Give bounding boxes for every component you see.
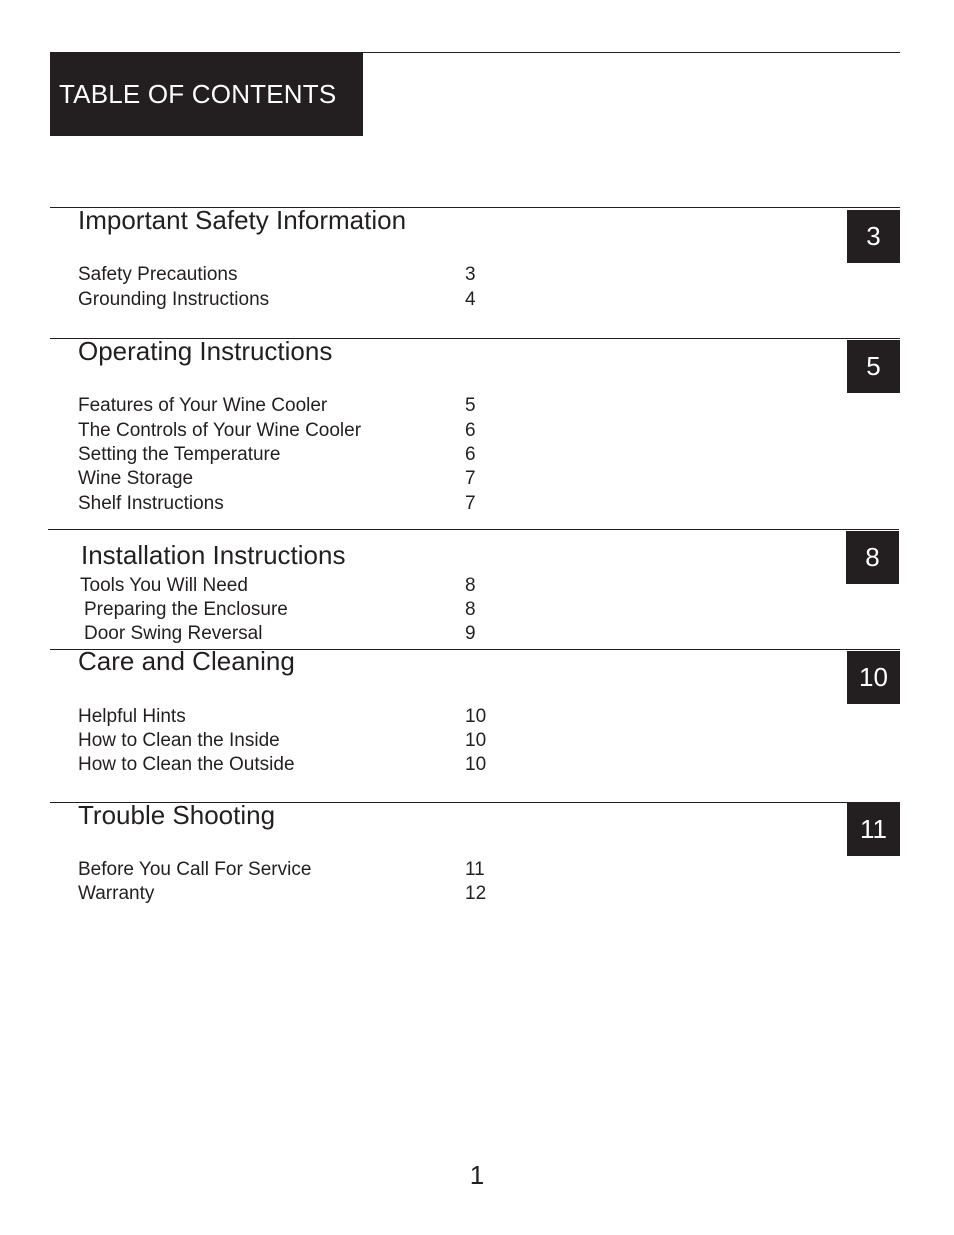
section-heading: Important Safety Information — [78, 205, 407, 235]
toc-entry-page: 6 — [465, 420, 476, 441]
toc-entry-page: 10 — [465, 706, 487, 727]
section-heading: Installation Instructions — [81, 540, 346, 570]
toc-entry[interactable]: Safety Precautions — [78, 264, 238, 285]
toc-entry-page: 8 — [465, 599, 476, 620]
section-tab[interactable]: 11 — [847, 803, 900, 856]
toc-entry[interactable]: How to Clean the Outside — [78, 754, 295, 775]
toc-entry[interactable]: Door Swing Reversal — [84, 623, 263, 644]
toc-entry[interactable]: Shelf Instructions — [78, 493, 224, 514]
toc-entry-page: 9 — [465, 623, 476, 644]
toc-title: TABLE OF CONTENTS — [50, 53, 363, 136]
toc-entry[interactable]: Features of Your Wine Cooler — [78, 395, 328, 416]
toc-entry-page: 3 — [465, 264, 476, 285]
toc-entry[interactable]: The Controls of Your Wine Cooler — [78, 420, 362, 441]
toc-entry[interactable]: Grounding Instructions — [78, 289, 270, 310]
toc-entry-page: 4 — [465, 289, 476, 310]
toc-entry[interactable]: Helpful Hints — [78, 706, 186, 727]
toc-entry-page: 5 — [465, 395, 476, 416]
section-heading: Care and Cleaning — [78, 646, 295, 676]
toc-entry[interactable]: Preparing the Enclosure — [84, 599, 288, 620]
toc-entry-page: 12 — [465, 883, 487, 904]
toc-entry[interactable]: Setting the Temperature — [78, 444, 281, 465]
toc-entry-page: 8 — [465, 575, 476, 596]
toc-entry-page: 11 — [465, 859, 485, 880]
section-heading: Operating Instructions — [78, 336, 333, 366]
toc-entry-page: 7 — [465, 468, 476, 489]
section-tab[interactable]: 5 — [847, 340, 900, 393]
toc-entry-page: 10 — [465, 754, 487, 775]
section-rule — [48, 529, 899, 530]
toc-entry[interactable]: Before You Call For Service — [78, 859, 312, 880]
toc-entry[interactable]: Warranty — [78, 883, 155, 904]
page-number: 1 — [469, 1160, 485, 1190]
section-tab[interactable]: 10 — [847, 651, 900, 704]
section-tab[interactable]: 3 — [847, 210, 900, 263]
section-heading: Trouble Shooting — [78, 800, 276, 830]
toc-entry-page: 7 — [465, 493, 476, 514]
toc-entry[interactable]: Tools You Will Need — [80, 575, 248, 596]
toc-entry[interactable]: Wine Storage — [78, 468, 194, 489]
toc-entry-page: 6 — [465, 444, 476, 465]
toc-entry-page: 10 — [465, 730, 487, 751]
toc-entry[interactable]: How to Clean the Inside — [78, 730, 280, 751]
section-tab[interactable]: 8 — [846, 531, 899, 584]
